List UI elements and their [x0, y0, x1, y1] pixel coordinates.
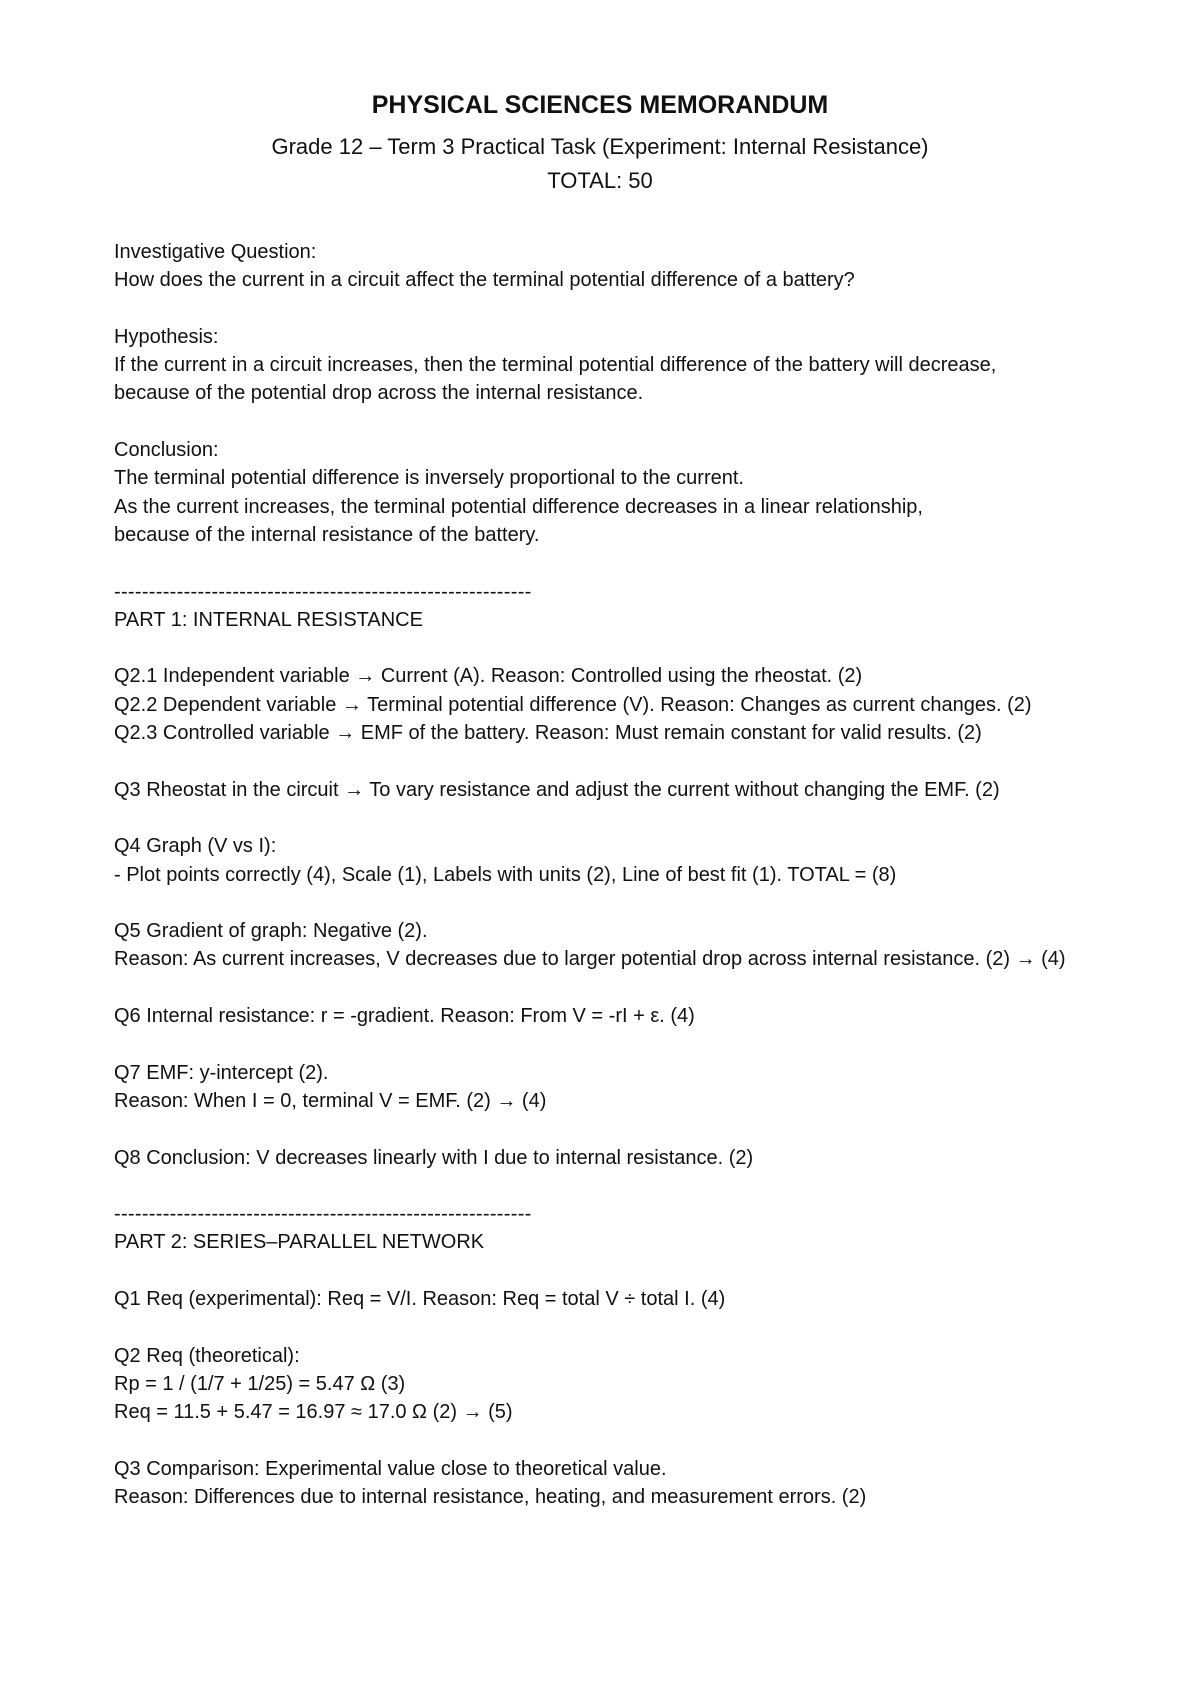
document-header [0, 88, 1200, 198]
part2-q1 [114, 1285, 1174, 1313]
answer-line: Q2.3 Controlled variable → EMF of the battery. Reason: Must remain constant for valid results. (2) [114, 722, 982, 745]
answer-line: Q6 Internal resistance: r = -gradient. Reason: From V = -rI + ε. (4) [114, 1005, 695, 1028]
answer-line: Reason: As current increases, V decreases due to larger potential drop across internal resistance. (2) → (4) [114, 948, 1066, 971]
part1-q4 [114, 832, 1174, 889]
conclusion-line: As the current increases, the terminal potential difference decreases in a linear relationship, [114, 495, 923, 518]
answer-line: - Plot points correctly (4), Scale (1), Labels with units (2), Line of best fit (1). TOTAL = (8) [114, 863, 897, 886]
answer-line: Q7 EMF: y-intercept (2). [114, 1061, 329, 1084]
answer-line: Rp = 1 / (1/7 + 1/25) = 5.47 Ω (3) [114, 1372, 406, 1395]
investigative-question-heading: Investigative Question: [114, 241, 317, 263]
answer-line: Reason: When I = 0, terminal V = EMF. (2) → (4) [114, 1089, 547, 1112]
hypothesis-line: because of the potential drop across the internal resistance. [114, 382, 644, 405]
part1-q5 [114, 917, 1174, 974]
answer-line: Q5 Gradient of graph: Negative (2). [114, 920, 428, 943]
hypothesis-line: If the current in a circuit increases, then the terminal potential difference of the battery will decrease, [114, 354, 997, 377]
part2-section [114, 1200, 1174, 1511]
conclusion-line: The terminal potential difference is inversely proportional to the current. [114, 467, 744, 490]
answer-line: Q1 Req (experimental): Req = V/I. Reason: Req = total V ÷ total I. (4) [114, 1287, 726, 1310]
conclusion-line: because of the internal resistance of the battery. [114, 523, 540, 546]
answer-line: Q3 Rheostat in the circuit → To vary resistance and adjust the current without changing the EMF. (2) [114, 778, 1000, 801]
total-marks: TOTAL: 50 [547, 168, 653, 193]
answer-line: Q4 Graph (V vs I): [114, 835, 277, 858]
answer-line: Q3 Comparison: Experimental value close to theoretical value. [114, 1457, 667, 1480]
part2-heading: PART 2: SERIES–PARALLEL NETWORK [114, 1231, 485, 1254]
investigative-question-section [114, 238, 1174, 295]
investigative-question-text: How does the current in a circuit affect the terminal potential difference of a battery? [114, 269, 855, 292]
section-divider: ------------------------------------------------------------ [114, 580, 532, 603]
conclusion-section [114, 436, 1174, 549]
answer-line: Reason: Differences due to internal resistance, heating, and measurement errors. (2) [114, 1486, 867, 1509]
answer-line: Q8 Conclusion: V decreases linearly with I due to internal resistance. (2) [114, 1146, 754, 1169]
section-divider: ------------------------------------------------------------ [114, 1203, 532, 1226]
part1-q7 [114, 1059, 1174, 1116]
answer-line: Q2.2 Dependent variable → Terminal potential difference (V). Reason: Changes as current changes. (2) [114, 693, 1032, 716]
document-body [114, 238, 1174, 1540]
document-title: PHYSICAL SCIENCES MEMORANDUM [371, 91, 829, 119]
hypothesis-section [114, 323, 1174, 408]
part2-q3 [114, 1455, 1174, 1512]
part1-heading: PART 1: INTERNAL RESISTANCE [114, 608, 423, 631]
part1-q2 [114, 662, 1174, 747]
part1-q8 [114, 1144, 1174, 1172]
answer-line: Q2.1 Independent variable → Current (A). Reason: Controlled using the rheostat. (2) [114, 665, 863, 688]
part1-section [114, 578, 1174, 1172]
answer-line: Q2 Req (theoretical): [114, 1344, 300, 1367]
part1-q6 [114, 1002, 1174, 1030]
conclusion-heading: Conclusion: [114, 439, 219, 462]
part2-q2 [114, 1342, 1174, 1427]
part1-q3 [114, 776, 1174, 804]
document-subtitle: Grade 12 – Term 3 Practical Task (Experiment: Internal Resistance) [271, 134, 929, 159]
hypothesis-heading: Hypothesis: [114, 325, 219, 348]
answer-line: Req = 11.5 + 5.47 = 16.97 ≈ 17.0 Ω (2) → (5) [114, 1401, 513, 1424]
